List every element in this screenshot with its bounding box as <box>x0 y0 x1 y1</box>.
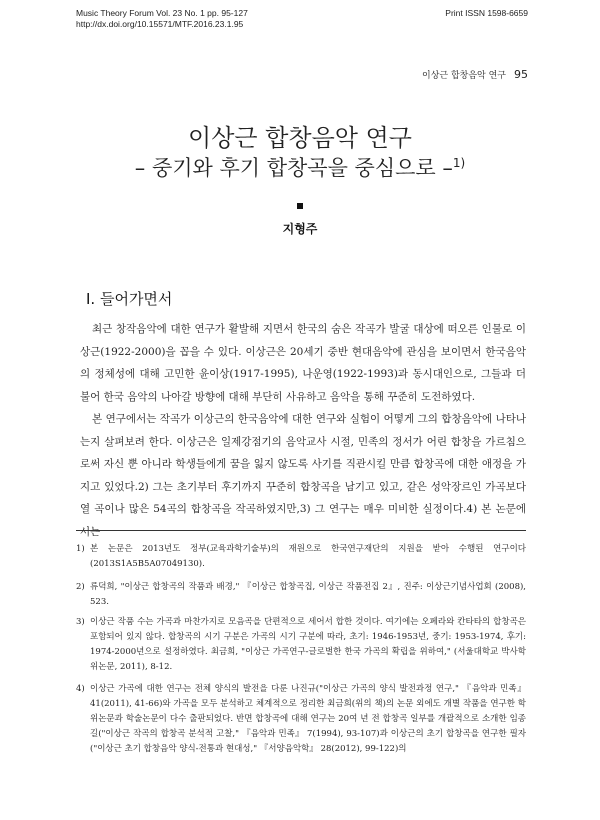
page-number: 95 <box>514 68 528 81</box>
footnote-4 <box>76 682 526 757</box>
footnote-text: 류덕희, "이상근 합창곡의 작품과 배경," 『이상근 합창곡집, 이상근 작품전집 2』, 진주: 이상근기념사업회 (2008), 523. <box>90 582 526 607</box>
section-heading: I. 들어가면서 <box>86 290 173 308</box>
footnote-divider <box>76 530 526 531</box>
footnote-text: 이상근 작품 수는 가곡과 마찬가지로 모음곡을 단편적으로 세어서 합한 것이다. 여기에는 오페라와 칸타타의 합창곡은 포함되어 있지 않다. 합창곡의 시기 구분은 가곡의 시기 구분에 따라, 초기: 1946-1953년, 중기: 1953-1974, 후기: 1974-2000년으로 설정하였다. 최금희, "이상근 가곡연구-글로벌한 한국 가곡의 확립을 위하여," (서울대학교 박사학위논문, 2011), 8-12. <box>90 617 526 672</box>
running-header <box>422 68 528 81</box>
square-bullet-icon <box>297 203 303 209</box>
footnote-text: 본 논문은 2013년도 정부(교육과학기술부)의 재원으로 한국연구재단의 지원을 받아 수행된 연구이다 (2013S1A5B5A07049130). <box>90 544 526 569</box>
paper-subtitle <box>0 152 600 182</box>
doi-line[interactable]: http://dx.doi.org/10.15571/MTF.2016.23.1.95 <box>76 19 244 29</box>
footnote-number: 4) <box>76 684 85 694</box>
paper-title: 이상근 합창음악 연구 <box>188 124 412 152</box>
footnote-text: 이상근 가곡에 대한 연구는 전체 양식의 발전을 다룬 나진규("이상근 가곡의 양식 발전과정 연구," 『음악과 민족』 41(2011), 41-66)와 가곡을 모두 분석하고 체계적으로 정리한 최금희(위의 책)의 논문 외에도 개별 작품을 연구한 학위논문과 학술논문이 다수 출판되었다. 반면 합창곡에 대해 연구는 20여 년 전 합창곡 일부를 개괄적으로 소개한 임종길("이상근 작곡의 합창곡 분석적 고찰," 『음악과 민족』 7(1994), 93-107)과 이상근의 초기 합창곡을 연구한 필자("이상근 초기 합창음악 양식-전통과 현대성," 『서양음악학』 28(2012), 99-122)의 <box>90 684 526 754</box>
paragraph-text: 본 연구에서는 작곡가 이상근의 한국음악에 대한 연구와 실험이 어떻게 그의 합창음악에 나타나는지 살펴보려 한다. 이상근은 일제강점기의 음악교사 시절, 민족의 정서가 어린 합창을 가르침으로써 자신 뿐 아니라 학생들에게 꿈을 잃지 않도록 사기를 직관시킬 만큼 합창곡에 대한 애정을 가지고 있었다.2) 그는 초기부터 후기까지 꾸준히 합창곡을 남기고 있고, 같은 성악장르인 가곡보다 열 곡이나 많은 54곡의 합창곡을 작곡하였지만,3) 그 연구는 매우 미비한 실정이다.4) 본 논문에서는 <box>80 413 526 538</box>
journal-meta <box>76 8 248 30</box>
footnote-2 <box>76 580 526 610</box>
author-name: 지형주 <box>282 222 318 236</box>
body-paragraph-2 <box>80 408 526 543</box>
footnote-1 <box>76 542 526 572</box>
paragraph-text: 최근 창작음악에 대한 연구가 활발해 지면서 한국의 숨은 작곡가 발굴 대상에 떠오른 인물로 이상근(1922-2000)을 꼽을 수 있다. 이상근은 20세기 중반 현대음악에 관심을 보이면서 한국음악의 정체성에 대해 고민한 윤이상(1917-1995), 나운영(1922-1993)과 동시대인으로, 그들과 더불어 한국 음악의 나아갈 방향에 대해 부단히 사유하고 음악을 통해 꾸준히 도전하였다. <box>80 323 526 403</box>
title-footnote-mark[interactable]: 1) <box>452 156 466 170</box>
footnote-number: 1) <box>76 544 85 554</box>
running-title: 이상근 합창음악 연구 <box>422 71 506 81</box>
issn: Print ISSN 1598-6659 <box>445 8 528 18</box>
footnote-3 <box>76 615 526 675</box>
journal-line: Music Theory Forum Vol. 23 No. 1 pp. 95-127 <box>76 8 248 18</box>
footnote-number: 2) <box>76 582 85 592</box>
subtitle-text: – 중기와 후기 합창곡을 중심으로 – <box>134 156 453 180</box>
footnote-number: 3) <box>76 617 85 627</box>
body-paragraph-1 <box>80 318 526 408</box>
